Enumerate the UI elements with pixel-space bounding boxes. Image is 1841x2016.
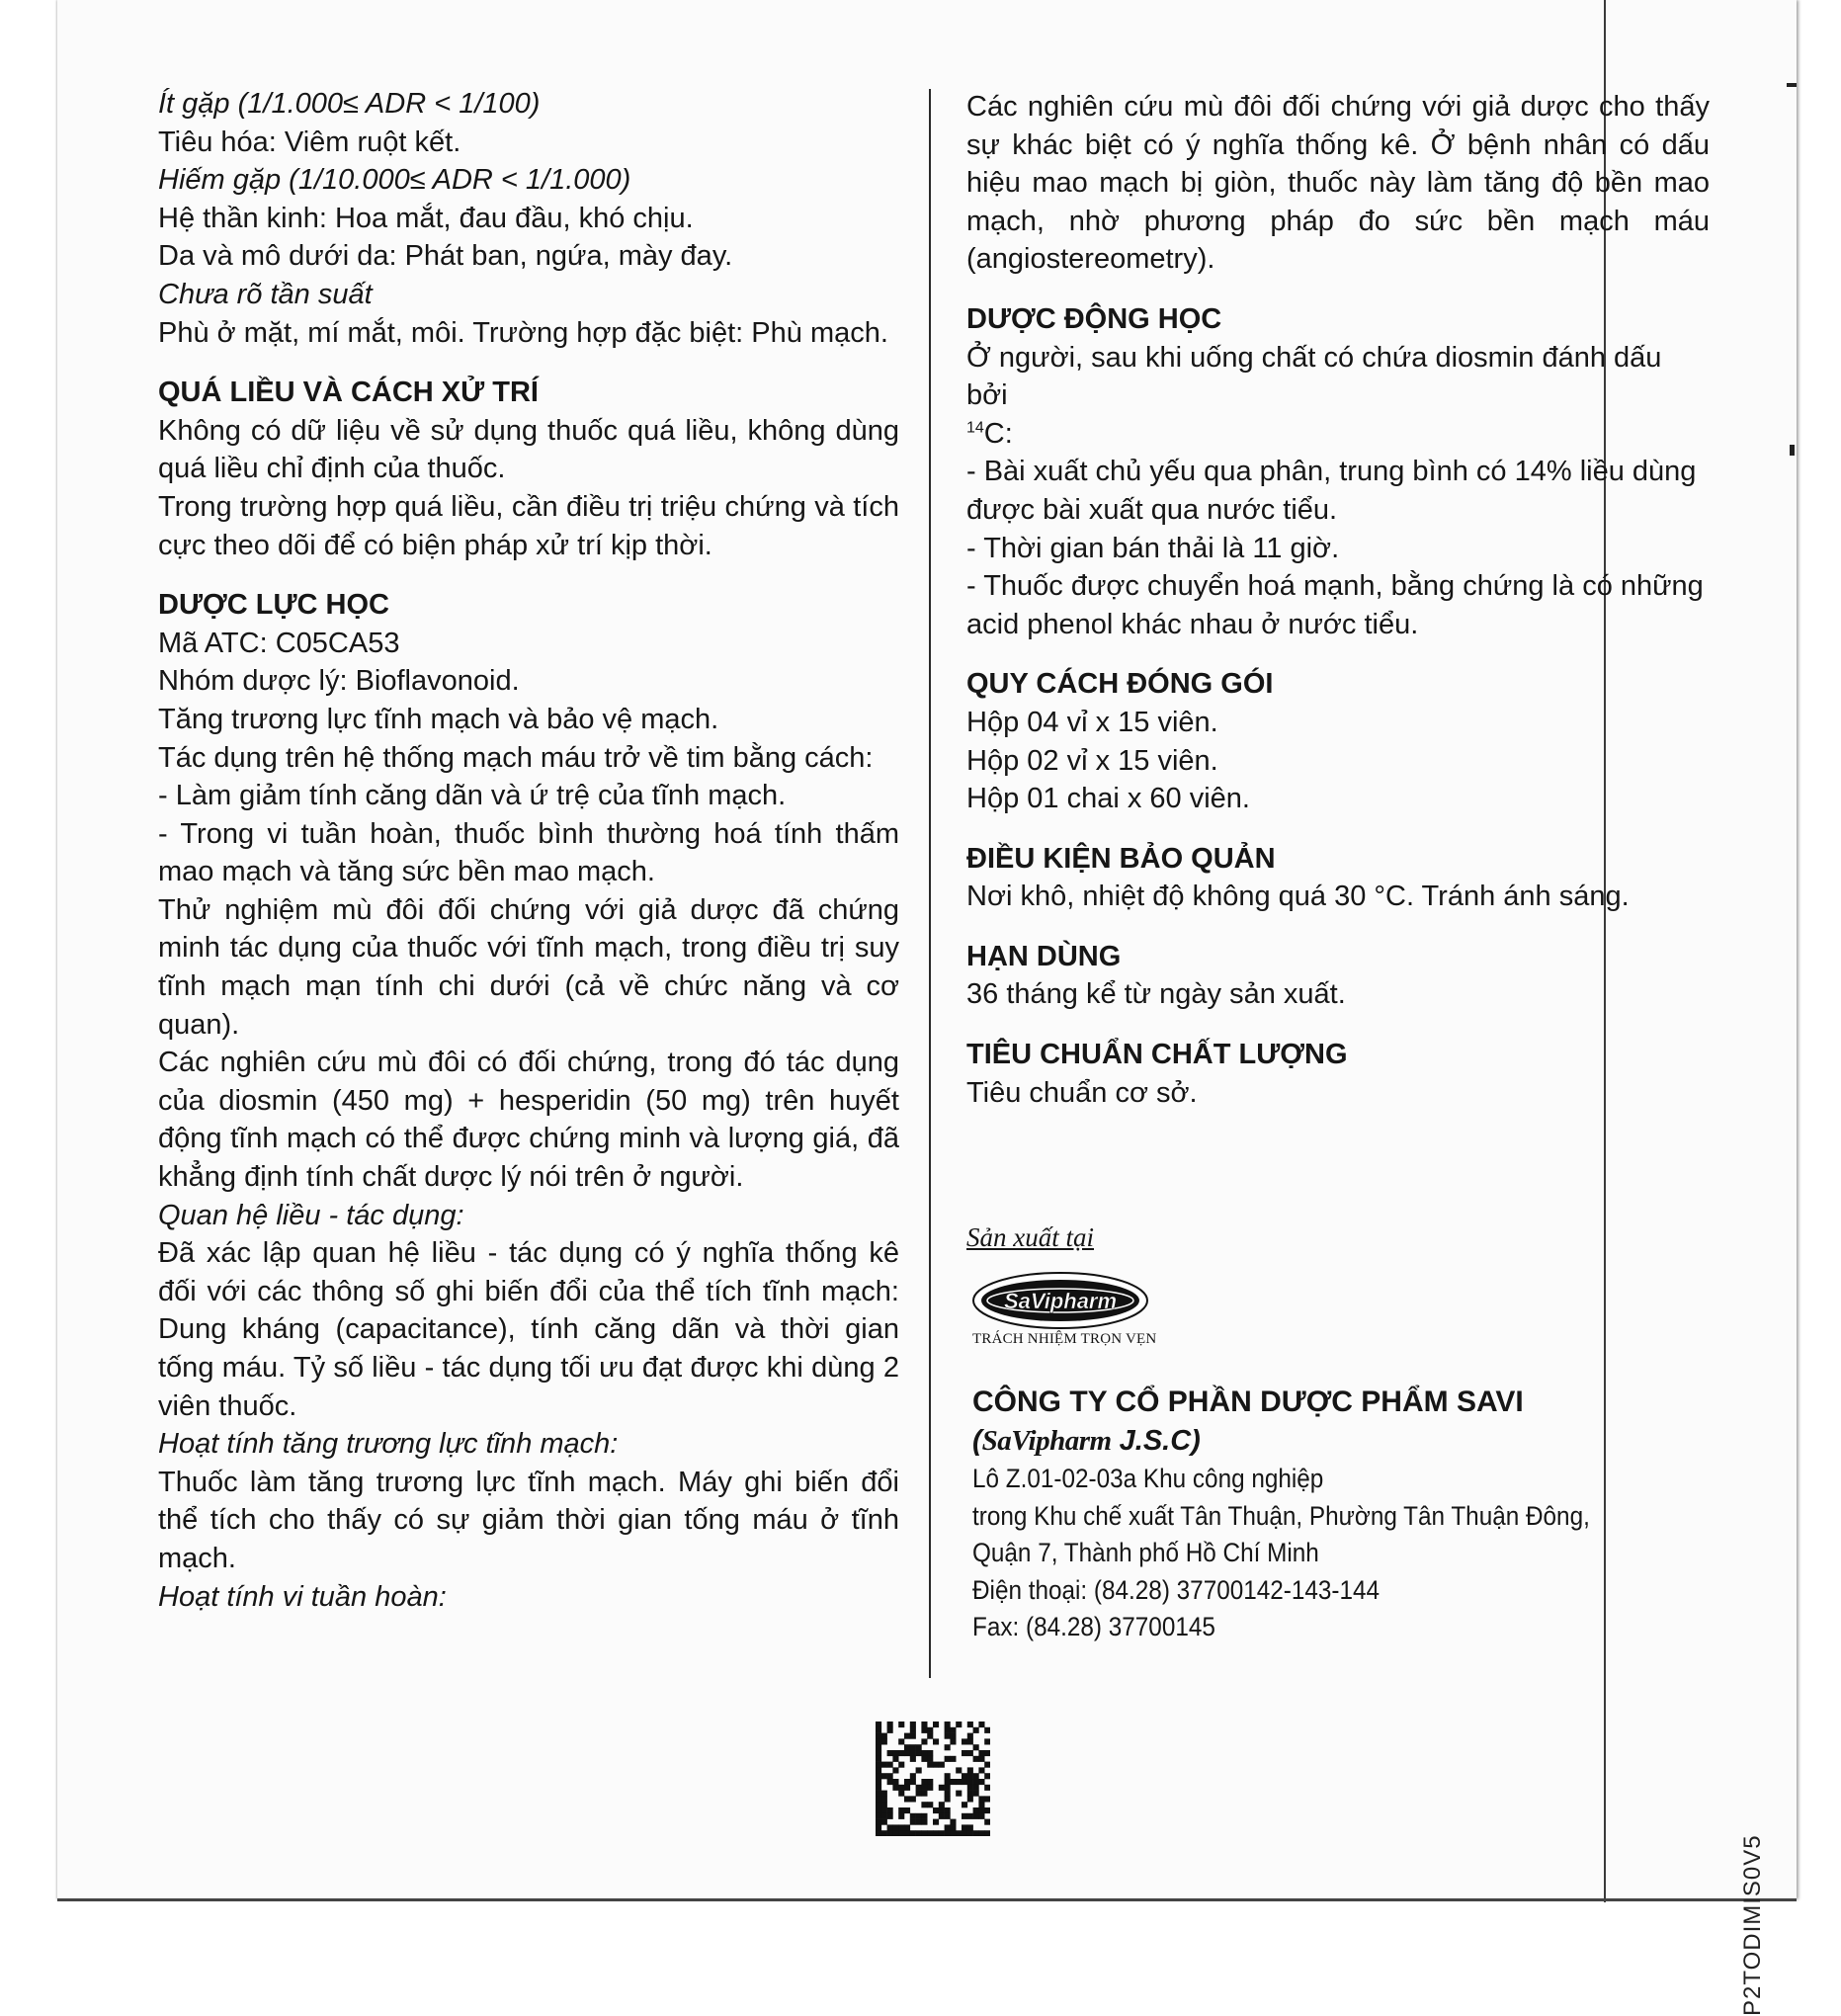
logo-tagline: TRÁCH NHIỆM TRỌN VẸN (972, 1331, 1157, 1347)
datamatrix-module (892, 1824, 898, 1830)
phone: Điện thoại: (84.28) 37700142-143-144 (972, 1574, 1381, 1605)
datamatrix-module (887, 1722, 893, 1727)
datamatrix-module (921, 1738, 927, 1744)
pd-line: Mã ATC: C05CA53 (158, 627, 400, 659)
datamatrix-module (881, 1813, 887, 1819)
datamatrix-module (916, 1819, 922, 1825)
datamatrix-module (916, 1791, 922, 1797)
datamatrix-module (973, 1773, 979, 1779)
datamatrix-module (967, 1785, 973, 1791)
datamatrix-module (921, 1791, 927, 1797)
datamatrix-module (967, 1773, 973, 1779)
datamatrix-module (945, 1796, 951, 1802)
datamatrix-module (962, 1802, 967, 1807)
intro-line: (angiostereometry). (966, 243, 1215, 276)
datamatrix-module (892, 1830, 898, 1836)
address-line: Quận 7, Thành phố Hồ Chí Minh (972, 1538, 1319, 1567)
pd-line: mao mạch và tăng sức bền mao mạch. (158, 856, 655, 888)
crop-mark (1787, 83, 1797, 87)
datamatrix-module (921, 1813, 927, 1819)
datamatrix-module (881, 1738, 887, 1744)
rare-line: Hệ thần kinh: Hoa mắt, đau đầu, khó chịu. (158, 202, 694, 234)
column-divider (929, 89, 931, 1678)
datamatrix-module (939, 1813, 945, 1819)
brand-name: SaVipharm (981, 1425, 1112, 1457)
datamatrix-module (921, 1750, 927, 1756)
datamatrix-module (967, 1813, 973, 1819)
datamatrix-module (945, 1813, 951, 1819)
datamatrix-module (881, 1830, 887, 1836)
datamatrix-module (904, 1779, 910, 1785)
intro-line: Các nghiên cứu mù đôi đối chứng với giả dược cho thấy (966, 91, 1710, 123)
datamatrix-module (933, 1830, 939, 1836)
datamatrix-module (898, 1785, 904, 1791)
datamatrix-module (978, 1750, 984, 1756)
datamatrix-module (945, 1807, 951, 1813)
datamatrix-module (927, 1830, 933, 1836)
datamatrix-module (950, 1819, 956, 1825)
datamatrix-module (973, 1727, 979, 1733)
datamatrix-module (956, 1830, 962, 1836)
datamatrix-module (887, 1773, 893, 1779)
isotope-superscript: 14 (966, 419, 984, 437)
datamatrix-module (887, 1807, 893, 1813)
datamatrix-module (950, 1779, 956, 1785)
datamatrix-module (945, 1733, 951, 1739)
pd-line: - Trong vi tuần hoàn, thuốc bình thường hoá tính thấm (158, 817, 899, 850)
datamatrix-module (904, 1733, 910, 1739)
datamatrix-module (921, 1756, 927, 1762)
datamatrix-module (898, 1807, 904, 1813)
datamatrix-module (892, 1779, 898, 1785)
crop-mark (1790, 445, 1795, 456)
datamatrix-module (945, 1830, 951, 1836)
datamatrix-module (921, 1819, 927, 1825)
datamatrix-module (967, 1796, 973, 1802)
venous-tone-label: Hoạt tính tăng trương lực tĩnh mạch: (158, 1428, 619, 1461)
datamatrix-module (967, 1733, 973, 1739)
address-line: trong Khu chế xuất Tân Thuận, Phường Tân Thuận Đông, (972, 1500, 1590, 1531)
company-brand: (SaVipharm J.S.C) (972, 1425, 1201, 1457)
datamatrix-module (945, 1722, 951, 1727)
datamatrix-module (984, 1773, 990, 1779)
left-column (158, 85, 899, 1616)
pd-line: tĩnh mạch mạn tính chi dưới (cả về chức năng và cơ (158, 970, 899, 1003)
document-code-text: P2TODIMIS0V5 (1739, 1834, 1766, 2016)
pd-line: minh tác dụng của thuốc với tĩnh mạch, trong điều trị suy (158, 932, 899, 965)
datamatrix-module (910, 1750, 916, 1756)
datamatrix-module (910, 1819, 916, 1825)
datamatrix-module (967, 1722, 973, 1727)
datamatrix-module (927, 1750, 933, 1756)
datamatrix-module (876, 1791, 881, 1797)
intro-line: sự khác biệt có ý nghĩa thống kê. Ở bệnh nhân có dấu (966, 128, 1710, 161)
datamatrix-module (956, 1722, 962, 1727)
overdose-line: Trong trường hợp quá liều, cần điều trị triệu chứng và tích (158, 490, 899, 523)
datamatrix-module (881, 1762, 887, 1768)
datamatrix-module (904, 1785, 910, 1791)
pk-line: - Bài xuất chủ yếu qua phân, trung bình có 14% liều dùng (966, 456, 1697, 488)
datamatrix-module (876, 1727, 881, 1733)
pk-line: acid phenol khác nhau ở nước tiểu. (966, 608, 1419, 640)
packaging-item: Hộp 01 chai x 60 viên. (966, 783, 1250, 815)
datamatrix-module (978, 1767, 984, 1773)
datamatrix-module (881, 1791, 887, 1797)
datamatrix-module (950, 1738, 956, 1744)
datamatrix-module (898, 1738, 904, 1744)
pd-line: động tĩnh mạch có thể được chứng minh và lượng giá, đã (158, 1123, 899, 1155)
datamatrix-module (939, 1807, 945, 1813)
datamatrix-module (904, 1750, 910, 1756)
datamatrix-module (904, 1830, 910, 1836)
datamatrix-module (904, 1807, 910, 1813)
microcirculation-label: Hoạt tính vi tuần hoàn: (158, 1580, 447, 1613)
pd-line: viên thuốc. (158, 1389, 297, 1422)
datamatrix-module (973, 1785, 979, 1791)
datamatrix-module (978, 1802, 984, 1807)
datamatrix-module (962, 1779, 967, 1785)
pd-line: của diosmin (450 mg) + hesperidin (50 mg) trên huyết (158, 1084, 899, 1117)
pharmacodynamics-heading: DƯỢC LỰC HỌC (158, 589, 389, 622)
savipharm-logo (971, 1271, 1149, 1330)
datamatrix-module (910, 1722, 916, 1727)
datamatrix-module (916, 1813, 922, 1819)
datamatrix-module (962, 1750, 967, 1756)
pd-line: Các nghiên cứu mù đôi có đối chứng, trong đó tác dụng (158, 1047, 899, 1079)
datamatrix-module (910, 1727, 916, 1733)
datamatrix-module (910, 1756, 916, 1762)
datamatrix-module (898, 1762, 904, 1768)
pk-line: - Thời gian bán thải là 11 giờ. (966, 532, 1340, 564)
datamatrix-module (967, 1830, 973, 1836)
datamatrix-module (984, 1819, 990, 1825)
pd-line: Dung kháng (capacitance), tính căng dãn và thời gian (158, 1313, 899, 1346)
pd-line: mạch. (158, 1542, 236, 1574)
overdose-heading: QUÁ LIỀU VÀ CÁCH XỬ TRÍ (158, 377, 539, 409)
datamatrix-module (927, 1779, 933, 1785)
datamatrix-module (950, 1727, 956, 1733)
datamatrix-module (876, 1773, 881, 1779)
datamatrix-module (927, 1785, 933, 1791)
datamatrix-module (904, 1824, 910, 1830)
pd-line: quan). (158, 1008, 240, 1041)
datamatrix-module (881, 1802, 887, 1807)
datamatrix-module (892, 1756, 898, 1762)
datamatrix-module (881, 1733, 887, 1739)
datamatrix-module (978, 1756, 984, 1762)
datamatrix-module (984, 1796, 990, 1802)
page-bottom-edge (57, 1898, 1797, 1901)
right-column (966, 88, 1710, 1112)
datamatrix-module (876, 1785, 881, 1791)
datamatrix-module (892, 1767, 898, 1773)
packaging-item: Hộp 04 vỉ x 15 viên. (966, 706, 1218, 738)
datamatrix-module (956, 1767, 962, 1773)
datamatrix-module (933, 1807, 939, 1813)
datamatrix-module (887, 1830, 893, 1836)
datamatrix-module (876, 1779, 881, 1785)
datamatrix-module (927, 1733, 933, 1739)
datamatrix-module (887, 1727, 893, 1733)
datamatrix-module (973, 1813, 979, 1819)
datamatrix-module (950, 1756, 956, 1762)
datamatrix-module (967, 1767, 973, 1773)
overdose-line: cực theo dõi để có biện pháp xử trí kịp thời. (158, 529, 712, 561)
datamatrix-module (978, 1796, 984, 1802)
pk-isotope (966, 415, 1710, 454)
intro-line: hiệu mao mạch bị giòn, thuốc này làm tăng độ bền mao (966, 167, 1710, 200)
datamatrix-module (910, 1733, 916, 1739)
datamatrix-module (945, 1791, 951, 1797)
datamatrix-module (910, 1744, 916, 1750)
datamatrix-module (933, 1762, 939, 1768)
datamatrix-module (876, 1807, 881, 1813)
datamatrix-module (921, 1785, 927, 1791)
datamatrix-module (967, 1750, 973, 1756)
datamatrix-module (967, 1791, 973, 1797)
datamatrix-module (933, 1819, 939, 1825)
datamatrix-module (876, 1824, 881, 1830)
datamatrix-module (916, 1744, 922, 1750)
document-code (1739, 1769, 1779, 2016)
pd-line: Nhóm dược lý: Bioflavonoid. (158, 665, 520, 698)
datamatrix-module (984, 1738, 990, 1744)
pd-line: thể tích cho thấy có sự giảm thời gian tống máu ở tĩnh (158, 1504, 899, 1537)
pd-line: Thuốc làm tăng trương lực tĩnh mạch. Máy ghi biến đổi (158, 1466, 899, 1498)
datamatrix-module (876, 1762, 881, 1768)
dose-response-label: Quan hệ liều - tác dụng: (158, 1199, 464, 1231)
datamatrix-module (876, 1744, 881, 1750)
datamatrix-module (945, 1727, 951, 1733)
datamatrix-module (945, 1779, 951, 1785)
datamatrix-module (921, 1727, 927, 1733)
datamatrix-module (921, 1802, 927, 1807)
datamatrix-module (978, 1830, 984, 1836)
datamatrix-module (933, 1738, 939, 1744)
datamatrix-module (945, 1744, 951, 1750)
quality-text: Tiêu chuẩn cơ sở. (966, 1076, 1198, 1109)
datamatrix-module (910, 1830, 916, 1836)
datamatrix-module (916, 1750, 922, 1756)
datamatrix-module (967, 1738, 973, 1744)
datamatrix-module (887, 1779, 893, 1785)
datamatrix-module (876, 1750, 881, 1756)
datamatrix-module (973, 1830, 979, 1836)
pd-line: Tác dụng trên hệ thống mạch máu trở về tim bằng cách: (158, 741, 874, 774)
rare-line: Da và mô dưới da: Phát ban, ngứa, mày đay. (158, 240, 733, 273)
datamatrix-module (898, 1813, 904, 1819)
datamatrix-module (876, 1796, 881, 1802)
datamatrix-module (910, 1779, 916, 1785)
datamatrix-module (881, 1819, 887, 1825)
datamatrix-module (962, 1830, 967, 1836)
datamatrix-module (939, 1785, 945, 1791)
datamatrix-module (876, 1756, 881, 1762)
datamatrix-module (916, 1785, 922, 1791)
datamatrix-module (910, 1796, 916, 1802)
pd-line: Thử nghiệm mù đôi đối chứng với giả dược đã chứng (158, 893, 899, 926)
datamatrix-module (898, 1750, 904, 1756)
pharmacokinetics-heading: DƯỢC ĐỘNG HỌC (966, 302, 1222, 335)
uncommon-text: Tiêu hóa: Viêm ruột kết. (158, 126, 461, 158)
datamatrix-module (956, 1791, 962, 1797)
datamatrix-module (984, 1750, 990, 1756)
datamatrix-module (978, 1807, 984, 1813)
datamatrix-module (876, 1722, 881, 1727)
datamatrix-module (973, 1756, 979, 1762)
datamatrix-module (916, 1767, 922, 1773)
datamatrix-module (887, 1762, 893, 1768)
shelf-life-heading: HẠN DÙNG (966, 940, 1122, 972)
datamatrix-module (910, 1773, 916, 1779)
fax: Fax: (84.28) 37700145 (972, 1612, 1215, 1641)
intro-line: mạch, nhờ phương pháp đo sức bền mạch máu (966, 205, 1710, 237)
datamatrix-module (933, 1722, 939, 1727)
datamatrix-module (984, 1785, 990, 1791)
datamatrix-module (881, 1796, 887, 1802)
datamatrix-module (876, 1738, 881, 1744)
overdose-line: Không có dữ liệu về sử dụng thuốc quá liều, không dùng (158, 414, 899, 447)
overdose-line: quá liều chỉ định của thuốc. (158, 453, 506, 485)
storage-text: Nơi khô, nhiệt độ không quá 30 °C. Tránh ánh sáng. (966, 881, 1630, 913)
shelf-life-text: 36 tháng kể từ ngày sản xuất. (966, 978, 1346, 1011)
datamatrix-module (904, 1744, 910, 1750)
datamatrix-module (984, 1830, 990, 1836)
logo-text: SaVipharm (1003, 1289, 1118, 1313)
manufactured-at-label: Sản xuất tại (966, 1222, 1094, 1252)
datamatrix-module (881, 1773, 887, 1779)
datamatrix-module (945, 1756, 951, 1762)
datamatrix-module (978, 1722, 984, 1727)
datamatrix-module (950, 1830, 956, 1836)
datamatrix-module (904, 1796, 910, 1802)
datamatrix-module (876, 1802, 881, 1807)
packaging-item: Hộp 02 vỉ x 15 viên. (966, 744, 1218, 777)
pd-line: đối với các thông số ghi biến đổi của thể tích tĩnh mạch: (158, 1275, 899, 1307)
datamatrix-module (898, 1791, 904, 1797)
unknown-frequency-label: Chưa rõ tần suất (158, 278, 373, 310)
pk-line: - Thuốc được chuyển hoá mạnh, bằng chứng là có những (966, 570, 1704, 603)
datamatrix-module (910, 1813, 916, 1819)
datamatrix-module (921, 1779, 927, 1785)
datamatrix-module (967, 1779, 973, 1785)
datamatrix-module (892, 1750, 898, 1756)
datamatrix-module (927, 1727, 933, 1733)
datamatrix-module (945, 1824, 951, 1830)
quality-heading: TIÊU CHUẨN CHẤT LƯỢNG (966, 1039, 1348, 1071)
datamatrix-module (973, 1791, 979, 1797)
pd-line: - Làm giảm tính căng dãn và ứ trệ của tĩnh mạch. (158, 780, 787, 812)
datamatrix-module (962, 1813, 967, 1819)
datamatrix-module (898, 1722, 904, 1727)
datamatrix-barcode (876, 1722, 990, 1836)
storage-heading: ĐIỀU KIỆN BẢO QUẢN (966, 842, 1276, 875)
pk-line: được bài xuất qua nước tiểu. (966, 493, 1338, 526)
pd-line: khẳng định tính chất dược lý nói trên ở người. (158, 1161, 744, 1194)
uncommon-label: Ít gặp (1/1.000≤ ADR < 1/100) (158, 88, 541, 120)
datamatrix-module (921, 1722, 927, 1727)
datamatrix-module (984, 1727, 990, 1733)
datamatrix-module (892, 1785, 898, 1791)
datamatrix-module (927, 1756, 933, 1762)
address-line: Lô Z.01-02-03a Khu công nghiệp (972, 1464, 1324, 1493)
datamatrix-module (973, 1744, 979, 1750)
datamatrix-module (978, 1779, 984, 1785)
datamatrix-module (984, 1762, 990, 1768)
datamatrix-module (950, 1824, 956, 1830)
datamatrix-module (876, 1813, 881, 1819)
datamatrix-module (881, 1807, 887, 1813)
datamatrix-module (945, 1773, 951, 1779)
pd-line: Tăng trương lực tĩnh mạch và bảo vệ mạch. (158, 703, 719, 735)
pk-line: Ở người, sau khi uống chất có chứa diosmin đánh dấu bởi (966, 341, 1662, 412)
datamatrix-module (962, 1738, 967, 1744)
pd-line: Đã xác lập quan hệ liều - tác dụng có ý nghĩa thống kê (158, 1237, 899, 1270)
datamatrix-module (898, 1824, 904, 1830)
datamatrix-module (927, 1802, 933, 1807)
datamatrix-module (887, 1813, 893, 1819)
unknown-frequency-text: Phù ở mặt, mí mắt, môi. Trường hợp đặc biệt: Phù mạch. (158, 316, 888, 349)
packaging-heading: QUY CÁCH ĐÓNG GÓI (966, 668, 1274, 701)
datamatrix-module (984, 1807, 990, 1813)
company-block (972, 1384, 1664, 1646)
datamatrix-module (927, 1762, 933, 1768)
datamatrix-module (887, 1750, 893, 1756)
datamatrix-module (978, 1813, 984, 1819)
datamatrix-module (962, 1773, 967, 1779)
datamatrix-module (956, 1779, 962, 1785)
datamatrix-module (876, 1830, 881, 1836)
datamatrix-module (973, 1779, 979, 1785)
datamatrix-module (916, 1830, 922, 1836)
datamatrix-module (950, 1733, 956, 1739)
pd-line: tống máu. Tỷ số liều - tác dụng tối ưu đạt được khi dùng 2 (158, 1352, 899, 1384)
datamatrix-module (962, 1824, 967, 1830)
datamatrix-module (939, 1802, 945, 1807)
datamatrix-module (939, 1830, 945, 1836)
datamatrix-module (945, 1785, 951, 1791)
datamatrix-module (876, 1733, 881, 1739)
datamatrix-module (921, 1830, 927, 1836)
company-name: CÔNG TY CỔ PHẦN DƯỢC PHẨM SAVI (972, 1386, 1524, 1418)
isotope-text: C: (983, 417, 1013, 450)
datamatrix-module (887, 1824, 893, 1830)
datamatrix-module (939, 1762, 945, 1768)
datamatrix-module (876, 1767, 881, 1773)
datamatrix-module (898, 1830, 904, 1836)
datamatrix-module (973, 1807, 979, 1813)
datamatrix-module (876, 1819, 881, 1825)
rare-label: Hiếm gặp (1/10.000≤ ADR < 1/1.000) (158, 164, 631, 197)
datamatrix-module (967, 1824, 973, 1830)
